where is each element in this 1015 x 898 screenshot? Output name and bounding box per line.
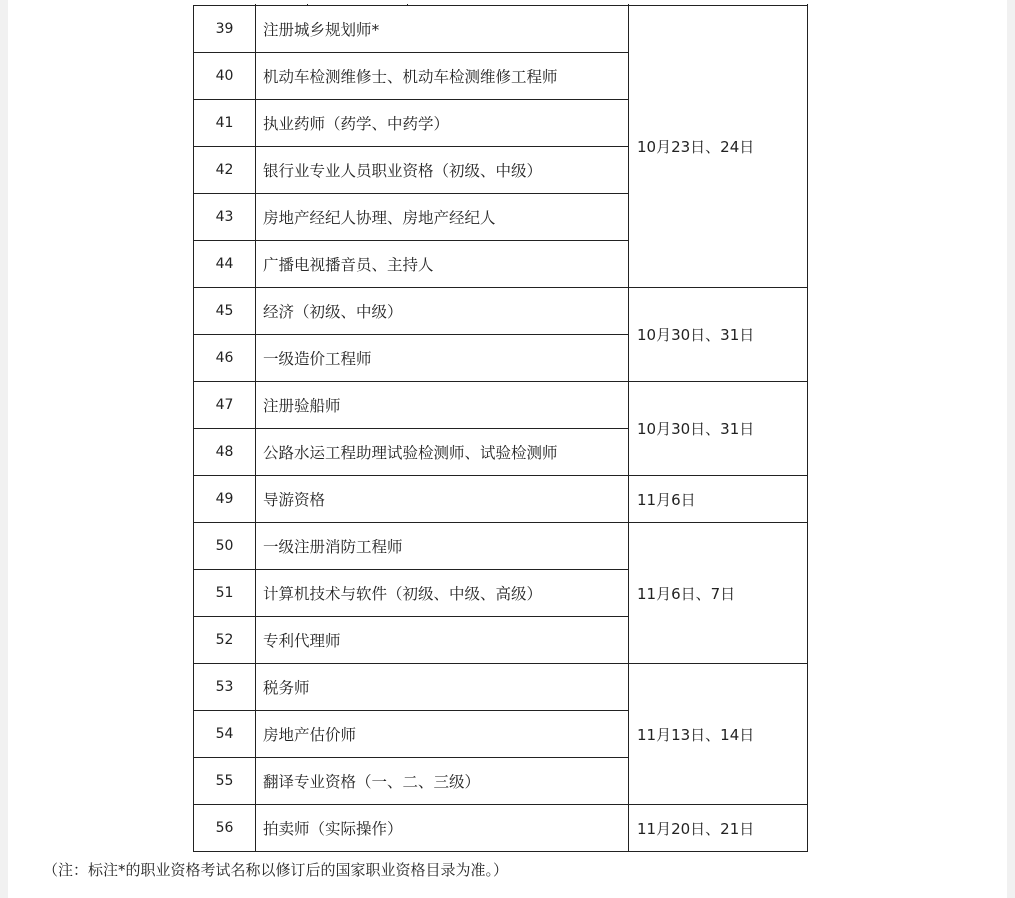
row-number-cell: 53 [193,663,255,710]
exam-name-cell: 一级注册消防工程师 [255,522,628,569]
exam-name-cell: 机动车检测维修士、机动车检测维修工程师 [255,52,628,99]
exam-name-cell: 税务师 [255,663,628,710]
row-number-cell: 55 [193,757,255,804]
table-bottom-border [193,851,808,852]
row-number-cell: 51 [193,569,255,616]
row-number-cell: 52 [193,616,255,663]
exam-name-cell: 专利代理师 [255,616,628,663]
row-number-cell: 39 [193,5,255,52]
row-number-cell: 49 [193,475,255,522]
row-number-cell: 48 [193,428,255,475]
exam-name-cell: 注册验船师 [255,381,628,428]
exam-date-cell: 10月30日、31日 [628,381,808,475]
exam-name-cell: 注册城乡规划师* [255,5,628,52]
exam-name-cell: 银行业专业人员职业资格（初级、中级） [255,146,628,193]
exam-name-cell: 执业药师（药学、中药学） [255,99,628,146]
footnote: （注：标注*的职业资格考试名称以修订后的国家职业资格目录为准。） [43,861,509,879]
exam-date-cell: 11月20日、21日 [628,804,808,851]
exam-name-cell: 经济（初级、中级） [255,287,628,334]
exam-date-cell: 10月23日、24日 [628,5,808,287]
row-number-cell: 50 [193,522,255,569]
exam-name-cell: 房地产估价师 [255,710,628,757]
exam-name-cell: 一级造价工程师 [255,334,628,381]
row-number-cell: 43 [193,193,255,240]
exam-name-cell: 公路水运工程助理试验检测师、试验检测师 [255,428,628,475]
exam-date-cell: 11月6日、7日 [628,522,808,663]
exam-name-cell: 广播电视播音员、主持人 [255,240,628,287]
exam-schedule-table [193,4,808,852]
exam-date-cell: 11月13日、14日 [628,663,808,804]
row-number-cell: 42 [193,146,255,193]
page-left-margin [0,0,8,898]
row-number-cell: 40 [193,52,255,99]
exam-name-cell: 房地产经纪人协理、房地产经纪人 [255,193,628,240]
row-number-cell: 44 [193,240,255,287]
exam-date-cell: 10月30日、31日 [628,287,808,381]
row-number-cell: 45 [193,287,255,334]
exam-name-cell: 翻译专业资格（一、二、三级） [255,757,628,804]
row-number-cell: 56 [193,804,255,851]
row-number-cell: 47 [193,381,255,428]
exam-name-cell: 拍卖师（实际操作） [255,804,628,851]
exam-name-cell: 计算机技术与软件（初级、中级、高级） [255,569,628,616]
page-right-margin [1007,0,1015,898]
exam-date-cell: 11月6日 [628,475,808,522]
row-number-cell: 54 [193,710,255,757]
table-border-fragment [628,4,808,5]
row-number-cell: 41 [193,99,255,146]
row-number-cell: 46 [193,334,255,381]
exam-name-cell: 导游资格 [255,475,628,522]
